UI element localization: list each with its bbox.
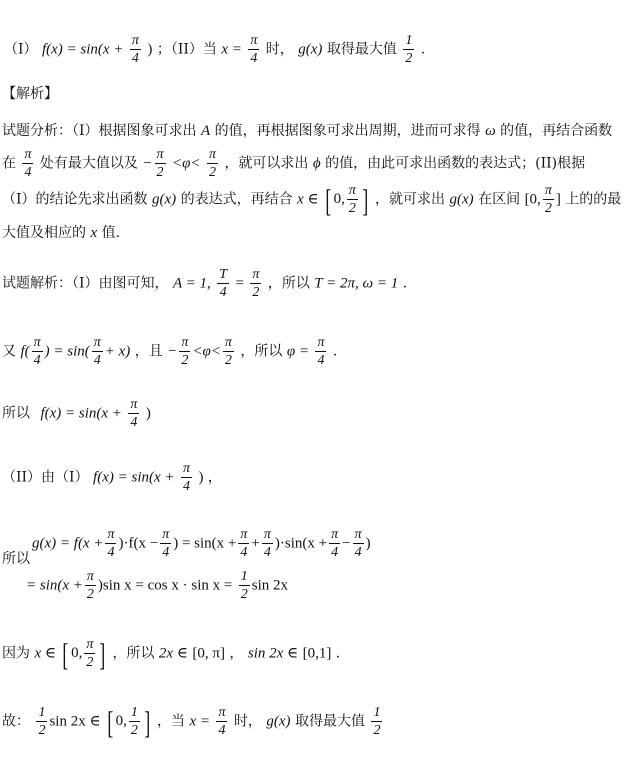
analysis-line-3: （I）的结论先求出函数 g(x) 的表达式，再结合 x ∈ [ 0, $\frac{\pi}{2}$ ] ，就可求出 g(x) 在区间 [0, $\frac{\pi}{2}$ ] 上的的最 — [2, 181, 622, 218]
analysis-line-4: 大值及相应的 x 值. — [2, 225, 121, 241]
fraction-pi-4: $\frac{\pi}{4}$ — [250, 33, 258, 66]
solution-label-therefore: 所以 — [2, 551, 30, 567]
fraction-1-2: $\frac{1}{2}$ — [405, 33, 413, 66]
f-expression: f(x) = sin(x + — [41, 41, 124, 58]
solution-line-4: （II）由（I） f(x) = sin(x + $\frac{\pi}{4}$ ) ， — [2, 461, 222, 494]
fraction-pi-4: $\frac{\pi}{4}$ — [131, 33, 139, 66]
heading-analysis: 【解析】 — [2, 86, 58, 102]
analysis-line-1: 试题分析：（I）根据图象可求出 A 的值，再根据图象可求出周期，进而可求得 ω 的值，再结合函数 — [2, 123, 613, 139]
solution-line-6: = sin(x + $\frac{\pi}{2}$ )sin x = cos x · sin x = $\frac{1}{2}$ sin 2x — [26, 569, 289, 602]
solution-line-5: g(x) = f(x + $\frac{\pi}{4}$ )·f(x − $\frac{\pi}{4}$ ) = sin(x + $\frac{\pi}{4}$ + $\frac{\pi}{4}$ )·sin(x + $\frac{\pi}{4}$ − $\frac{\pi}{4}$ ) — [32, 527, 371, 560]
solution-line-1: 试题解析：（I）由图可知， A = 1, $\frac{T}{4}$ = $\frac{\pi}{2}$ ，所以 T = 2π, ω = 1 . — [2, 267, 408, 300]
solution-line-3: 所以 f(x) = sin(x + $\frac{\pi}{4}$ ) — [2, 397, 151, 430]
answer-line: （I） f(x) = sin(x + $\frac{\pi}{4}$ ) ；（II）当 x = $\frac{\pi}{4}$ 时， g(x) 取得最大值 $\frac{1}{2}$ . — [4, 33, 426, 66]
analysis-line-2: 在 $\frac{\pi}{4}$ 处有最大值以及 − $\frac{\pi}{2}$ <φ< $\frac{\pi}{2}$ ，就可以求出 ϕ 的值，由此可求出函数的表达式；(II)根据 — [2, 147, 586, 180]
solution-line-8: 故： $\frac{1}{2}$ sin 2x ∈ [ 0, $\frac{1}{2}$ ] ，当 x = $\frac{\pi}{4}$ 时， g(x) 取得最大值 $\frac{1}{2}$ — [2, 703, 381, 740]
solution-line-7: 因为 x ∈ [ 0, $\frac{\pi}{2}$ ] ，所以 2x ∈ [0, π] ， sin 2x ∈ [0,1] . — [2, 635, 341, 672]
solution-line-2: 又 f( $\frac{\pi}{4}$ ) = sin( $\frac{\pi}{4}$ + x) ，且 − $\frac{\pi}{2}$ <φ< $\frac{\pi}{2}$ ，所以 φ = $\frac{\pi}{4}$ . — [2, 335, 338, 368]
